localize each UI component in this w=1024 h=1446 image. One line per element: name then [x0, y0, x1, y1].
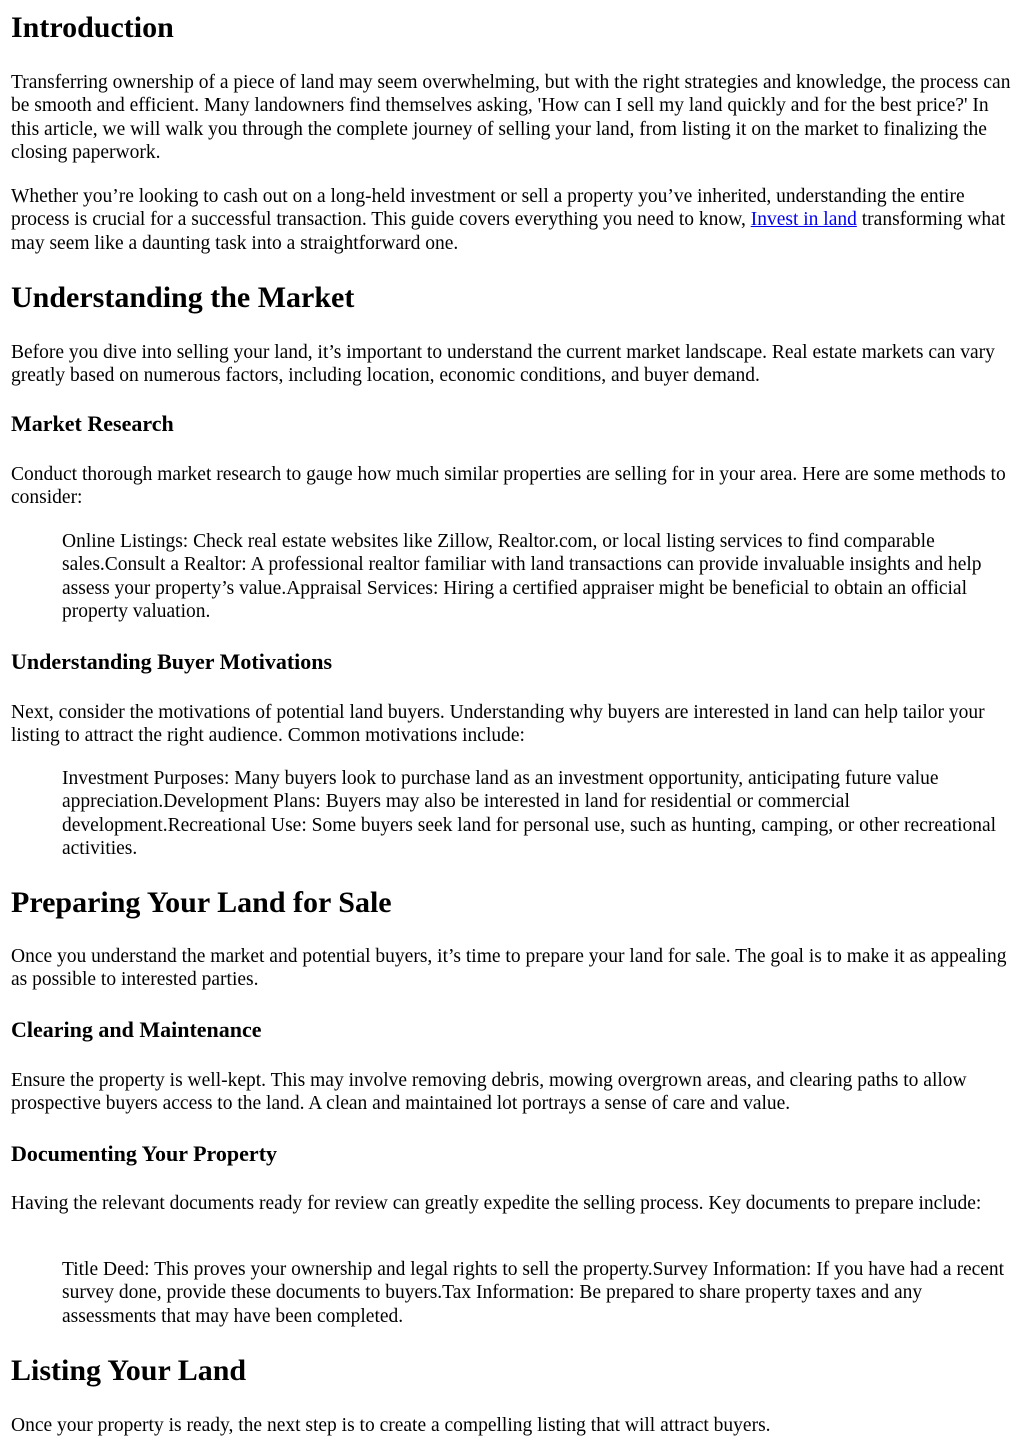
intro-paragraph-2-text-after: transforming what may seem like a daunting task into a straightforward one.	[11, 209, 1006, 254]
heading-market-research: Market Research	[11, 411, 174, 436]
heading-buyer-motivations: Understanding Buyer Motivations	[11, 649, 333, 674]
buyer-motivations-paragraph: Next, consider the motivations of potential land buyers. Understanding why buyers are interested in land can help tailor your listing to attract the right audience. Common motivations include:	[11, 702, 985, 747]
intro-paragraph-2-text-before: Whether you’re looking to cash out on a long-held investment or sell a property you’ve inherited, understanding the entire process is crucial for a successful transaction. This guide covers everything you need to know,	[11, 186, 965, 231]
documenting-paragraph: Having the relevant documents ready for review can greatly expedite the selling process. Key documents to prepare include:	[11, 1193, 982, 1214]
intro-paragraph-1: Transferring ownership of a piece of land may seem overwhelming, but with the right strategies and knowledge, the process can be smooth and efficient. Many landowners find themselves asking, 'How can I sell my land quickly and for the best price?' In this article, we will walk you through the complete journey of selling your land, from listing it on the market to finalizing the closing paperwork.	[11, 72, 1011, 163]
listing-paragraph-1: Once your property is ready, the next step is to create a compelling listing that will attract buyers.	[11, 1415, 771, 1436]
heading-understanding-market: Understanding the Market	[11, 281, 355, 314]
market-paragraph-1: Before you dive into selling your land, it’s important to understand the current market landscape. Real estate markets can vary greatly based on numerous factors, including location, economic conditions, and buyer demand.	[11, 342, 995, 387]
heading-clearing-maintenance: Clearing and Maintenance	[11, 1017, 262, 1042]
buyer-motivations-list: Investment Purposes: Many buyers look to purchase land as an investment opportunity, anticipating future value appreciation.Development Plans: Buyers may also be interested in land for residential or commercial development.Recreational Use: Some buyers seek land for personal use, such as hunting, camping, or other recreational activities.	[62, 768, 997, 859]
heading-listing-land: Listing Your Land	[11, 1354, 247, 1387]
documenting-list: Title Deed: This proves your ownership and legal rights to sell the property.Survey Information: If you have had a recent survey done, provide these documents to buyers.Tax Information: Be prepared to share property taxes and any assessments that may have been completed.	[62, 1259, 1005, 1327]
intro-paragraph-2	[11, 185, 1013, 255]
heading-documenting-property: Documenting Your Property	[11, 1141, 278, 1166]
clearing-paragraph: Ensure the property is well-kept. This may involve removing debris, mowing overgrown areas, and clearing paths to allow prospective buyers access to the land. A clean and maintained lot portrays a sense of care and value.	[11, 1070, 967, 1115]
heading-preparing-land: Preparing Your Land for Sale	[11, 886, 392, 919]
invest-in-land-link[interactable]: Invest in land	[750, 209, 857, 231]
heading-introduction: Introduction	[11, 11, 174, 44]
preparing-paragraph-1: Once you understand the market and potential buyers, it’s time to prepare your land for sale. The goal is to make it as appealing as possible to interested parties.	[11, 946, 1007, 991]
market-research-list: Online Listings: Check real estate websites like Zillow, Realtor.com, or local listing services to find comparable sales.Consult a Realtor: A professional realtor familiar with land transactions can provide invaluable insights and help assess your property’s value.Appraisal Services: Hiring a certified appraiser might be beneficial to obtain an official property valuation.	[62, 531, 982, 622]
market-research-paragraph: Conduct thorough market research to gauge how much similar properties are selling for in your area. Here are some methods to consider:	[11, 464, 1006, 509]
